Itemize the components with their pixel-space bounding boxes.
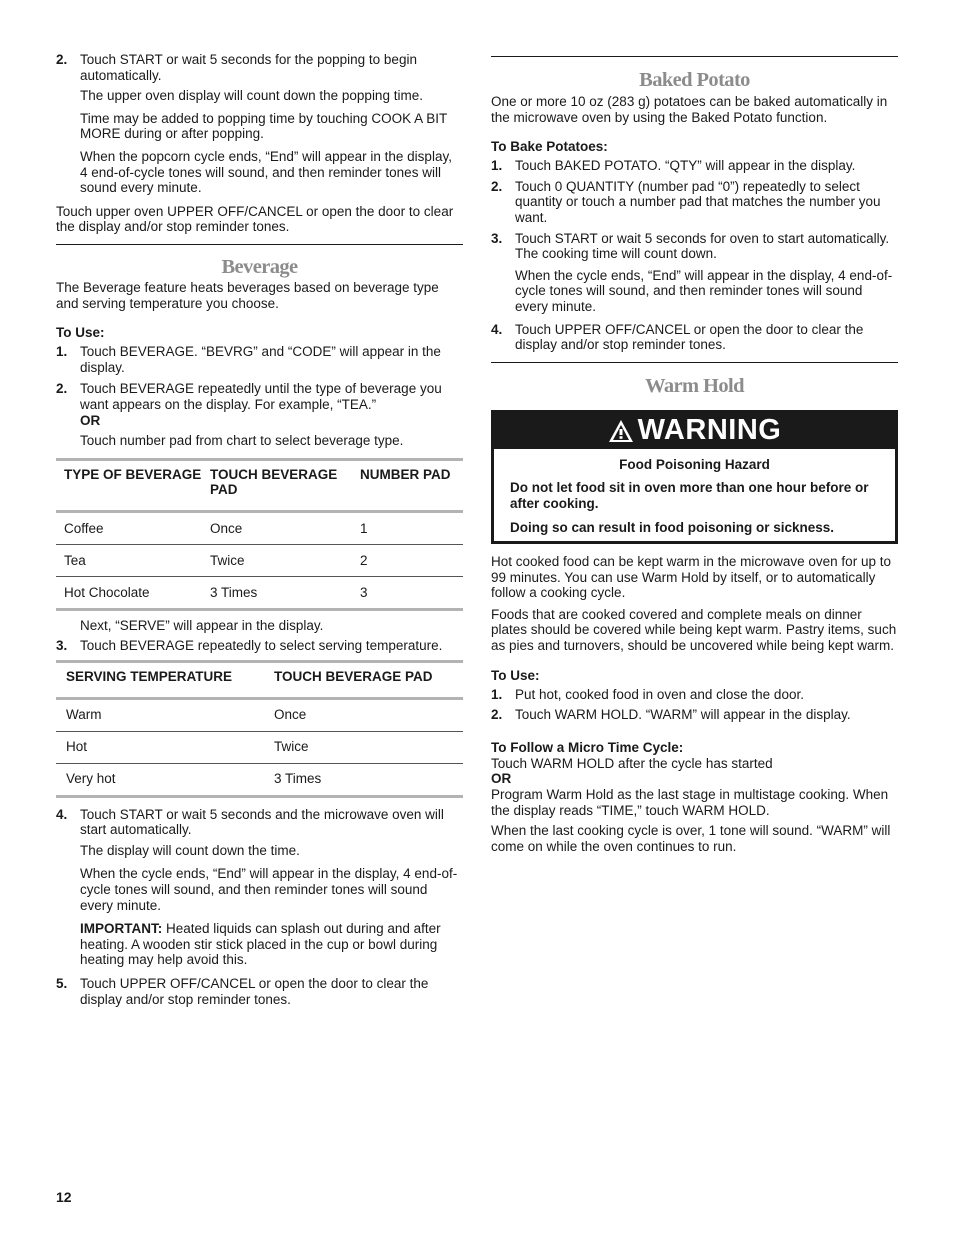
table-cell: Once [266, 698, 463, 731]
step-text: Touch UPPER OFF/CANCEL or open the door to clear the display and/or stop reminder tones. [515, 321, 864, 353]
table-cell: Warm [56, 698, 266, 731]
warm-hold-title: Warm Hold [645, 374, 744, 397]
beverage-type-table [56, 458, 463, 611]
micro-time-heading: To Follow a Micro Time Cycle: [491, 739, 684, 755]
column-header: NUMBER PAD [360, 466, 451, 482]
warning-label: WARNING [637, 413, 782, 446]
step-number: 2. [56, 52, 68, 67]
popcorn-sub-1: The upper oven display will count down the popping time. [80, 88, 423, 104]
table-cell: Tea [56, 544, 202, 576]
section-divider [491, 362, 898, 363]
left-column [56, 0, 463, 1007]
serving-temperature-table [56, 660, 463, 798]
step-number: 3. [491, 230, 503, 246]
step-number: 4. [56, 806, 68, 822]
warning-box [491, 410, 898, 544]
step-text: Touch START or wait 5 seconds for oven to start automatically. The cooking time will count down. [515, 230, 890, 262]
warning-line-1: Do not let food sit in oven more than one hour before or after cooking. [510, 480, 869, 511]
warning-hazard: Food Poisoning Hazard [619, 456, 770, 472]
table-row [56, 511, 463, 544]
table-header-row [56, 662, 463, 699]
page-number: 12 [56, 1189, 72, 1205]
section-divider [491, 56, 898, 57]
step-number: 2. [56, 381, 68, 397]
table-cell: 2 [352, 544, 463, 576]
column-header: TYPE OF BEVERAGE [64, 466, 202, 482]
step-text: Touch START or wait 5 seconds for the popping to begin automatically. [80, 52, 417, 83]
table-cell: Twice [202, 544, 352, 576]
popcorn-step-2 [56, 52, 463, 83]
step-text: Touch UPPER OFF/CANCEL or open the door to clear the display and/or stop reminder tones. [80, 976, 429, 1007]
beverage-step-4 [56, 807, 463, 838]
step-text: Put hot, cooked food in oven and close the door. [515, 686, 804, 702]
warning-body [494, 449, 895, 541]
potato-step-2 [491, 179, 898, 226]
table-row [56, 544, 463, 576]
table-cell: 3 [352, 576, 463, 609]
warm-hold-intro-2: Foods that are cooked covered and complete meals on dinner plates should be covered while being kept warm. Pastry items, such as pies and turnovers, should be uncovered while being kept warm. [491, 606, 897, 654]
important-text: Heated liquids can splash out during and after heating. A wooden stir stick placed in the cup or bowl during heating may help avoid this. [80, 921, 441, 968]
column-header: SERVING TEMPERATURE [66, 669, 233, 685]
micro-line-2: Program Warm Hold as the last stage in multistage cooking. When the display reads “TIME,” touch WARM HOLD. [491, 787, 889, 818]
table-cell: Very hot [56, 763, 266, 796]
step-number: 1. [56, 344, 68, 360]
step-text: Touch BEVERAGE. “BEVRG” and “CODE” will appear in the display. [80, 344, 441, 375]
baked-potato-intro: One or more 10 oz (283 g) potatoes can be baked automatically in the microwave oven by using the Baked Potato function. [491, 94, 888, 125]
step-number: 1. [491, 686, 503, 702]
potato-step-1 [491, 158, 898, 174]
warning-triangle-icon [608, 419, 634, 443]
warm-hold-to-use-heading: To Use: [491, 667, 540, 683]
beverage-step-1 [56, 344, 463, 375]
table-row [56, 731, 463, 763]
important-note [56, 921, 463, 968]
warm-hold-intro-1: Hot cooked food can be kept warm in the microwave oven for up to 99 minutes. You can use Warm Hold by itself, or to automatically follow a cooking cycle. [491, 554, 891, 601]
or-label: OR [80, 412, 101, 428]
beverage-title: Beverage [221, 255, 298, 278]
step4-sub-1: The display will count down the time. [80, 842, 300, 858]
column-header: TOUCH BEVERAGE PAD [274, 669, 433, 685]
step-text: Touch 0 QUANTITY (number pad “0”) repeatedly to select quantity or touch a number pad that matches the number you want. [515, 178, 881, 225]
step-number: 3. [56, 638, 68, 654]
beverage-step-2 [56, 381, 463, 448]
important-label: IMPORTANT: [80, 921, 163, 937]
step-number: 2. [491, 178, 503, 194]
beverage-step-3 [56, 638, 463, 654]
potato-step-4 [491, 322, 898, 353]
micro-line-1: Touch WARM HOLD after the cycle has started [491, 755, 773, 771]
step-number: 5. [56, 976, 68, 991]
step4-sub-2: When the cycle ends, “End” will appear in the display, 4 end-of-cycle tones will sound, and then reminder tones will sound every minute. [80, 866, 458, 913]
popcorn-end-text: Touch upper oven UPPER OFF/CANCEL or open the door to clear the display and/or stop reminder tones. [56, 203, 454, 235]
warm-hold-step-2 [491, 707, 898, 723]
table-cell: 1 [352, 511, 463, 544]
step-text: Touch WARM HOLD. “WARM” will appear in the display. [515, 707, 851, 723]
step-text: Touch BEVERAGE repeatedly to select serving temperature. [80, 638, 443, 654]
step-number: 2. [491, 707, 503, 723]
table-cell: Once [202, 511, 352, 544]
step-text: Touch BAKED POTATO. “QTY” will appear in the display. [515, 158, 856, 174]
micro-end-text: When the last cooking cycle is over, 1 tone will sound. “WARM” will come on while the oven continues to run. [491, 823, 891, 854]
potato-step3-sub: When the cycle ends, “End” will appear in the display, 4 end-of-cycle tones will sound, and then reminder tones will sound every minute. [515, 267, 893, 314]
baked-potato-title: Baked Potato [639, 69, 750, 91]
step-text: Touch START or wait 5 seconds and the microwave oven will start automatically. [80, 806, 444, 838]
table-cell: 3 Times [266, 763, 463, 796]
potato-step-3 [491, 231, 898, 262]
table-cell: Hot [56, 731, 266, 763]
right-column [491, 0, 898, 854]
warning-line-2: Doing so can result in food poisoning or sickness. [510, 519, 835, 535]
column-header: TOUCH BEVERAGE PAD [210, 466, 338, 498]
table-row [56, 763, 463, 796]
step-text: Touch BEVERAGE repeatedly until the type of beverage you want appears on the display. For example, “TEA.” [80, 381, 442, 412]
beverage-intro: The Beverage feature heats beverages based on beverage type and serving temperature you choose. [56, 279, 439, 311]
bake-potatoes-heading: To Bake Potatoes: [491, 139, 608, 155]
section-divider [56, 244, 463, 245]
step-number: 4. [491, 321, 503, 337]
beverage-step-5 [56, 976, 463, 1007]
warm-hold-step-1 [491, 687, 898, 703]
warning-header [494, 413, 895, 449]
table-cell: Twice [266, 731, 463, 763]
table-row [56, 576, 463, 609]
table-header-row [56, 459, 463, 511]
step-alt-text: Touch number pad from chart to select beverage type. [80, 433, 404, 449]
beverage-to-use-heading: To Use: [56, 325, 105, 341]
step-number: 1. [491, 158, 503, 174]
table-cell: 3 Times [202, 576, 352, 609]
table-cell: Hot Chocolate [56, 576, 202, 609]
popcorn-sub-3: When the popcorn cycle ends, “End” will appear in the display, 4 end-of-cycle tones will sound, and then reminder tones will sound every minute. [80, 148, 452, 196]
popcorn-sub-2: Time may be added to popping time by touching COOK A BIT MORE during or after popping. [80, 110, 447, 142]
or-label: OR [491, 771, 512, 787]
table-cell: Coffee [56, 511, 202, 544]
next-serve-text: Next, “SERVE” will appear in the display. [80, 617, 324, 633]
table-row [56, 698, 463, 731]
